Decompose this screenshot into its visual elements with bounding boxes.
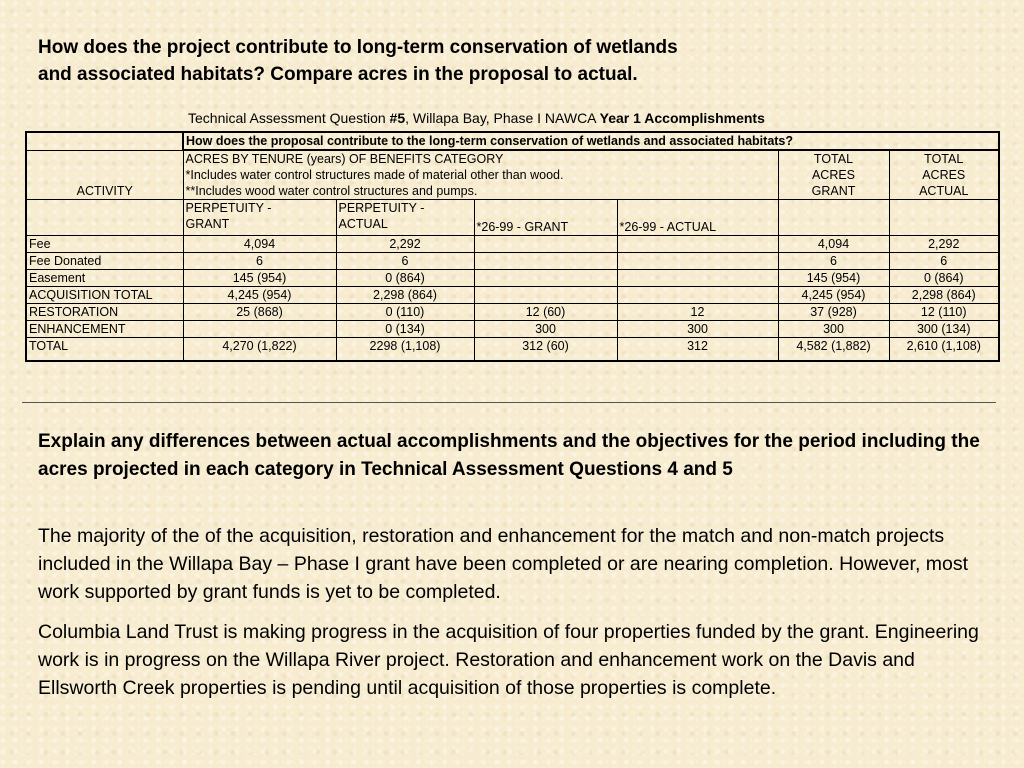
question-heading [38,34,938,88]
perp-actual-cell: 2298 (1,108) [336,338,474,362]
paragraph-2: Columbia Land Trust is making progress in the acquisition of four properties funded by the grant. Engineering work is in progress on the Willapa River project. Restoration and enhancement work on the Davis and Ellsworth Creek properties is pending until acquisition of those properties is complete. [38,621,979,699]
total-grant-header [778,150,889,200]
section-divider [22,402,996,403]
perp-actual-cell: 2,298 (864) [336,287,474,304]
table-row [26,270,999,287]
total-actual-cell: 6 [889,253,999,270]
activity-cell: ACQUISITION TOTAL [26,287,183,304]
total-grant-cell: 300 [778,321,889,338]
total-actual-cell: 2,298 (864) [889,287,999,304]
perp-grant-cell: 4,270 (1,822) [183,338,336,362]
actual-2699-header: *26-99 - ACTUAL [617,200,778,236]
activity-header: ACTIVITY [26,150,183,200]
perp-grant-header [183,200,336,236]
table-row [26,287,999,304]
explain-heading: Explain any differences between actual accomplishments and the objectives for the period including the acres projected in each category in Technical Assessment Questions 4 and 5 [38,431,980,480]
perp-actual-cell: 0 (134) [336,321,474,338]
perp-actual-cell: 0 (110) [336,304,474,321]
table-row [26,338,999,362]
actual-2699-cell [617,253,778,270]
total-grant-cell: 145 (954) [778,270,889,287]
grant-2699-cell [474,236,617,253]
table-row [26,304,999,321]
caption-number: #5 [389,110,406,126]
total-actual-cell: 2,292 [889,236,999,253]
total-actual-cell: 12 (110) [889,304,999,321]
tenure-line-1: ACRES BY TENURE (years) OF BENEFITS CATEGORY [185,152,504,166]
perp-grant-cell: 6 [183,253,336,270]
activity-cell: ENHANCEMENT [26,321,183,338]
table-caption [188,110,765,126]
perp-grant-cell: 4,245 (954) [183,287,336,304]
activity-sub-blank [26,200,183,236]
tenure-header [183,150,778,200]
total-actual-cell: 2,610 (1,108) [889,338,999,362]
total-actual-l1: TOTAL [924,152,964,166]
perp-grant-cell: 145 (954) [183,270,336,287]
perp-actual-cell: 2,292 [336,236,474,253]
perp-actual-l1: PERPETUITY - [338,201,425,215]
total-actual-cell: 300 (134) [889,321,999,338]
perp-actual-cell: 0 (864) [336,270,474,287]
grant-2699-cell: 312 (60) [474,338,617,362]
perp-grant-l1: PERPETUITY - [185,201,272,215]
activity-cell: RESTORATION [26,304,183,321]
activity-cell: TOTAL [26,338,183,362]
table-row [26,253,999,270]
perp-grant-cell: 25 (868) [183,304,336,321]
grant-2699-cell [474,253,617,270]
assessment-table [25,131,1000,362]
total-actual-cell: 0 (864) [889,270,999,287]
activity-cell: Fee Donated [26,253,183,270]
actual-2699-cell [617,236,778,253]
actual-2699-cell: 300 [617,321,778,338]
activity-cell: Fee [26,236,183,253]
grant-2699-cell [474,287,617,304]
blank-corner [26,132,183,150]
perp-grant-cell: 4,094 [183,236,336,253]
tenure-line-3: **Includes wood water control structures and pumps. [185,184,478,198]
total-actual-sub-blank [889,200,999,236]
question-line-2: and associated habitats? Compare acres in the proposal to actual. [38,64,638,85]
perp-actual-header [336,200,474,236]
total-grant-cell: 4,582 (1,882) [778,338,889,362]
total-grant-cell: 37 (928) [778,304,889,321]
perp-actual-l2: ACTUAL [338,217,388,231]
table-row [26,321,999,338]
table-row [26,236,999,253]
table-body [26,236,999,362]
total-grant-l1: TOTAL [813,152,854,166]
actual-2699-cell [617,287,778,304]
caption-bold: Year 1 Accomplishments [599,110,765,126]
perp-grant-l2: GRANT [185,217,230,231]
total-actual-header [889,150,999,200]
activity-cell: Easement [26,270,183,287]
caption-middle: , Willapa Bay, Phase I NAWCA [405,110,600,126]
total-grant-cell: 6 [778,253,889,270]
grant-2699-cell: 12 (60) [474,304,617,321]
total-actual-l3: ACTUAL [919,184,969,198]
total-grant-l3: GRANT [811,184,856,198]
actual-2699-cell [617,270,778,287]
perp-actual-cell: 6 [336,253,474,270]
grant-2699-cell: 300 [474,321,617,338]
actual-2699-cell: 12 [617,304,778,321]
question-line-1: How does the project contribute to long-term conservation of wetlands [38,37,678,58]
paragraph-1: The majority of the of the acquisition, restoration and enhancement for the match and non-match projects included in the Willapa Bay – Phase I grant have been completed or are nearing completion. However, most work supported by grant funds is yet to be completed. [38,525,969,603]
perp-grant-cell [183,321,336,338]
total-grant-sub-blank [778,200,889,236]
total-grant-cell: 4,094 [778,236,889,253]
grant-2699-header: *26-99 - GRANT [474,200,617,236]
tenure-line-2: *Includes water control structures made of material other than wood. [185,168,564,182]
caption-prefix: Technical Assessment Question [188,110,390,126]
actual-2699-cell: 312 [617,338,778,362]
total-grant-l2: ACRES [811,168,856,182]
total-grant-cell: 4,245 (954) [778,287,889,304]
table-title: How does the proposal contribute to the long-term conservation of wetlands and associated habitats? [183,132,999,150]
total-actual-l2: ACRES [922,168,966,182]
grant-2699-cell [474,270,617,287]
